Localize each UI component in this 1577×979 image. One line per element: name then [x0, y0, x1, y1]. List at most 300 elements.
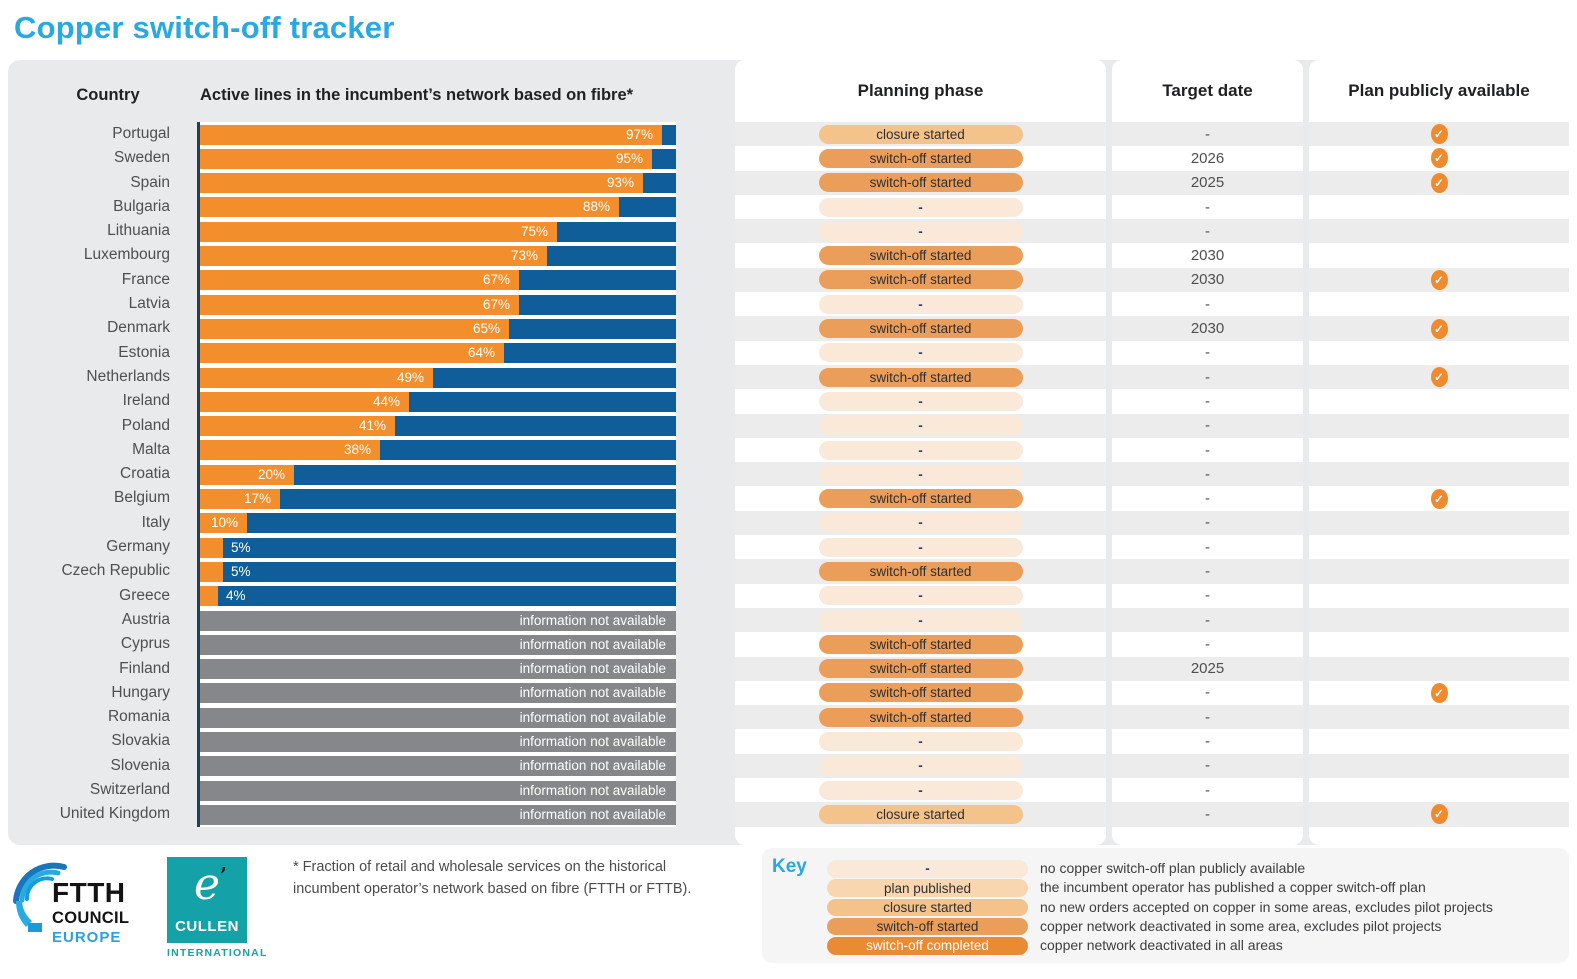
- check-circle-icon: ✓: [1431, 319, 1448, 339]
- target-date-cell: [1112, 389, 1303, 413]
- planning-phase-cell: [735, 341, 1106, 365]
- phase-pill: -: [819, 513, 1023, 532]
- planning-phase-cell: [735, 414, 1106, 438]
- phase-pill: -: [819, 586, 1023, 605]
- fibre-bar-row: [199, 246, 676, 266]
- planning-phase-cell: [735, 705, 1106, 729]
- fibre-bar-row: [199, 586, 676, 606]
- planning-phase-cell: [735, 219, 1106, 243]
- bar-copper-segment: [662, 125, 676, 145]
- phase-pill: switch-off started: [819, 489, 1023, 508]
- country-label: Sweden: [113, 149, 170, 167]
- country-label: Hungary: [111, 683, 170, 701]
- planning-phase-cell: [735, 754, 1106, 778]
- key-description: the incumbent operator has published a copper switch-off plan: [1040, 879, 1426, 896]
- bar-no-data: information not available: [199, 659, 676, 679]
- planning-phase-cell: [735, 535, 1106, 559]
- bar-no-data: information not available: [199, 756, 676, 776]
- target-date-value: -: [1205, 538, 1210, 556]
- country-label: Slovenia: [110, 756, 170, 774]
- target-date-cell: [1112, 584, 1303, 608]
- plan-available-cell: [1309, 608, 1569, 632]
- bar-copper-segment: [395, 416, 676, 436]
- country-label: Spain: [130, 173, 170, 191]
- fibre-bar-row: [199, 125, 676, 145]
- target-date-cell: [1112, 608, 1303, 632]
- target-date-cell: [1112, 778, 1303, 802]
- bar-value-label: 75%: [520, 223, 548, 239]
- fibre-bar-chart: [199, 122, 676, 827]
- target-date-value: -: [1205, 587, 1210, 605]
- plan-available-cell: [1309, 729, 1569, 753]
- plan-available-cell: [1309, 146, 1569, 170]
- plan-available-cell: [1309, 341, 1569, 365]
- planning-phase-cell: [735, 195, 1106, 219]
- country-label: Greece: [119, 586, 170, 604]
- country-label: Switzerland: [89, 781, 170, 799]
- plan-available-cell: [1309, 802, 1569, 826]
- target-date-value: -: [1205, 611, 1210, 629]
- key-item: [827, 879, 1028, 897]
- phase-pill: -: [819, 392, 1023, 411]
- plan-available-rows: [1309, 122, 1569, 827]
- key-pill: plan published: [827, 879, 1028, 897]
- footnote: * Fraction of retail and wholesale services on the historical incumbent operator’s network based on fibre (FTTH or FTTB).: [293, 859, 692, 897]
- key-item: [827, 860, 1028, 878]
- bar-value-label: 93%: [606, 175, 634, 191]
- planning-phase-cell: [735, 608, 1106, 632]
- fibre-bar-row: [199, 295, 676, 315]
- target-date-cell: [1112, 414, 1303, 438]
- phase-pill: switch-off started: [819, 562, 1023, 581]
- fibre-bar-row: [199, 538, 676, 558]
- target-date-cell: [1112, 681, 1303, 705]
- planning-phase-cell: [735, 146, 1106, 170]
- country-label: Latvia: [128, 295, 170, 313]
- bar-copper-segment: [409, 392, 676, 412]
- target-date-cell: [1112, 243, 1303, 267]
- key-item: [827, 899, 1028, 917]
- target-date-value: -: [1205, 684, 1210, 702]
- plan-available-cell: [1309, 559, 1569, 583]
- phase-pill: -: [819, 465, 1023, 484]
- plan-available-cell: [1309, 657, 1569, 681]
- bar-fibre-segment: [199, 586, 218, 606]
- planning-phase-cell: [735, 268, 1106, 292]
- check-circle-icon: ✓: [1431, 489, 1448, 509]
- bar-copper-segment: [619, 197, 676, 217]
- bar-value-label: 88%: [582, 199, 610, 215]
- planning-phase-cell: [735, 243, 1106, 267]
- planning-phase-cell: [735, 681, 1106, 705]
- planning-phase-cell: [735, 802, 1106, 826]
- country-label: Croatia: [120, 465, 170, 483]
- country-label: Malta: [132, 440, 170, 458]
- bar-fibre-segment: [199, 538, 223, 558]
- fibre-bar-row: [199, 756, 676, 776]
- key-item: [827, 937, 1028, 955]
- target-date-value: -: [1205, 465, 1210, 483]
- bar-no-data: information not available: [199, 708, 676, 728]
- target-date-cell: [1112, 171, 1303, 195]
- bar-copper-segment: [433, 368, 676, 388]
- fibre-bar-row: [199, 513, 676, 533]
- fibre-bar-row: [199, 368, 676, 388]
- plan-available-cell: [1309, 438, 1569, 462]
- bar-copper-segment: [547, 246, 676, 266]
- target-date-value: -: [1205, 635, 1210, 653]
- target-date-cell: [1112, 195, 1303, 219]
- bar-value-label: 20%: [257, 466, 285, 482]
- bar-value-label: 65%: [472, 320, 500, 336]
- target-date-cell: [1112, 535, 1303, 559]
- phase-pill: switch-off started: [819, 635, 1023, 654]
- check-circle-icon: ✓: [1431, 367, 1448, 387]
- column-header-plan-available: Plan publicly available: [1348, 81, 1530, 100]
- target-date-cell: [1112, 365, 1303, 389]
- planning-phase-cell: [735, 365, 1106, 389]
- planning-phase-cell: [735, 171, 1106, 195]
- country-label-column: [8, 122, 186, 827]
- fibre-bar-row: [199, 683, 676, 703]
- plan-available-cell: [1309, 705, 1569, 729]
- column-header-fibre: Active lines in the incumbent’s network based on fibre*: [200, 86, 634, 104]
- country-label: Ireland: [122, 392, 170, 410]
- bar-value-label: 44%: [372, 393, 400, 409]
- target-date-value: -: [1205, 295, 1210, 313]
- target-date-value: -: [1205, 733, 1210, 751]
- plan-available-cell: [1309, 632, 1569, 656]
- target-date-value: 2025: [1190, 174, 1225, 192]
- bar-value-label: 97%: [625, 126, 653, 142]
- phase-pill: switch-off started: [819, 368, 1023, 387]
- fibre-bar-row: [199, 659, 676, 679]
- target-date-value: -: [1205, 417, 1210, 435]
- bar-copper-segment: [519, 270, 676, 290]
- plan-available-card: [1309, 60, 1569, 845]
- key-label: Key: [772, 856, 807, 877]
- check-circle-icon: ✓: [1431, 148, 1448, 168]
- ftth-logo-text: FTTH COUNCIL EUROPE: [52, 877, 130, 946]
- target-date-cell: [1112, 462, 1303, 486]
- bar-no-data: information not available: [199, 732, 676, 752]
- bar-copper-segment: [652, 149, 676, 169]
- planning-phase-cell: [735, 778, 1106, 802]
- target-date-value: -: [1205, 441, 1210, 459]
- key-pill: switch-off completed: [827, 937, 1028, 955]
- page-title: Copper switch-off tracker: [14, 10, 395, 45]
- key-description: copper network deactivated in all areas: [1040, 937, 1283, 954]
- bar-copper-segment: [247, 513, 676, 533]
- country-label: Austria: [121, 610, 170, 628]
- planning-phase-cell: [735, 729, 1106, 753]
- cullen-logo-box: e ’ CULLEN: [167, 857, 247, 943]
- plan-available-cell: [1309, 414, 1569, 438]
- fibre-bar-row: [199, 222, 676, 242]
- planning-phase-card: [735, 60, 1106, 845]
- country-label: Belgium: [114, 489, 170, 507]
- phase-pill: -: [819, 441, 1023, 460]
- target-date-value: 2025: [1190, 660, 1225, 678]
- country-label: Denmark: [107, 319, 170, 337]
- target-date-value: -: [1205, 708, 1210, 726]
- planning-phase-rows: [735, 122, 1106, 827]
- bar-copper-segment: [223, 562, 676, 582]
- key-description: no copper switch-off plan publicly available: [1040, 860, 1306, 876]
- plan-available-cell: [1309, 122, 1569, 146]
- target-date-cell: [1112, 341, 1303, 365]
- fibre-bar-row: [199, 197, 676, 217]
- phase-pill: -: [819, 611, 1023, 630]
- target-date-value: 2030: [1190, 247, 1225, 265]
- phase-pill: closure started: [819, 125, 1023, 144]
- phase-pill: -: [819, 732, 1023, 751]
- country-label: Slovakia: [111, 732, 170, 750]
- bar-copper-segment: [218, 586, 676, 606]
- target-date-value: -: [1205, 781, 1210, 799]
- target-date-cell: [1112, 754, 1303, 778]
- bar-copper-segment: [280, 489, 676, 509]
- bar-copper-segment: [223, 538, 676, 558]
- key-pill: closure started: [827, 899, 1028, 917]
- planning-phase-cell: [735, 462, 1106, 486]
- bar-copper-segment: [294, 465, 676, 485]
- target-date-value: -: [1205, 805, 1210, 823]
- target-date-value: -: [1205, 392, 1210, 410]
- target-date-cell: [1112, 632, 1303, 656]
- bar-no-data: information not available: [199, 683, 676, 703]
- bar-value-label: 10%: [210, 515, 238, 531]
- country-label: United Kingdom: [59, 805, 170, 823]
- target-date-value: -: [1205, 490, 1210, 508]
- phase-pill: -: [819, 538, 1023, 557]
- country-label: Lithuania: [107, 222, 170, 240]
- plan-available-cell: [1309, 316, 1569, 340]
- plan-available-cell: [1309, 171, 1569, 195]
- ftth-council-europe-logo: [10, 857, 150, 967]
- bar-value-label: 64%: [467, 345, 495, 361]
- bar-copper-segment: [519, 295, 676, 315]
- check-circle-icon: ✓: [1431, 804, 1448, 824]
- plan-available-cell: [1309, 511, 1569, 535]
- phase-pill: switch-off started: [819, 246, 1023, 265]
- bar-copper-segment: [380, 440, 676, 460]
- target-date-cell: [1112, 268, 1303, 292]
- phase-pill: -: [819, 295, 1023, 314]
- fibre-bar-row: [199, 781, 676, 801]
- fibre-bar-row: [199, 611, 676, 631]
- plan-available-cell: [1309, 535, 1569, 559]
- target-date-cell: [1112, 802, 1303, 826]
- country-label: Cyprus: [120, 635, 170, 653]
- target-date-value: -: [1205, 757, 1210, 775]
- plan-available-cell: [1309, 778, 1569, 802]
- plan-available-cell: [1309, 462, 1569, 486]
- key-pill: -: [827, 860, 1028, 878]
- column-header-country: Country: [76, 86, 140, 104]
- target-date-value: -: [1205, 344, 1210, 362]
- country-label: France: [121, 270, 170, 288]
- fibre-bar-row: [199, 319, 676, 339]
- column-header-target-date: Target date: [1162, 81, 1253, 100]
- target-date-cell: [1112, 219, 1303, 243]
- planning-phase-cell: [735, 632, 1106, 656]
- phase-pill: switch-off started: [819, 173, 1023, 192]
- fibre-bar-row: [199, 489, 676, 509]
- fibre-bar-row: [199, 173, 676, 193]
- country-label: Luxembourg: [83, 246, 170, 264]
- bar-copper-segment: [557, 222, 676, 242]
- plan-available-cell: [1309, 754, 1569, 778]
- fibre-bar-row: [199, 343, 676, 363]
- bar-no-data: information not available: [199, 781, 676, 801]
- fibre-bar-row: [199, 392, 676, 412]
- fibre-bar-row: [199, 708, 676, 728]
- target-date-cell: [1112, 438, 1303, 462]
- phase-pill: -: [819, 222, 1023, 241]
- fibre-bar-row: [199, 635, 676, 655]
- planning-phase-cell: [735, 511, 1106, 535]
- plan-available-cell: [1309, 268, 1569, 292]
- bar-value-label: 17%: [243, 491, 271, 506]
- target-date-value: -: [1205, 562, 1210, 580]
- target-date-cell: [1112, 657, 1303, 681]
- key-pill: switch-off started: [827, 918, 1028, 936]
- column-header-planning-phase: Planning phase: [857, 81, 984, 100]
- phase-pill: switch-off started: [819, 659, 1023, 678]
- phase-pill: switch-off started: [819, 149, 1023, 168]
- check-circle-icon: ✓: [1431, 173, 1448, 193]
- plan-available-cell: [1309, 681, 1569, 705]
- country-label: Finland: [119, 659, 170, 677]
- bar-value-label: 5%: [231, 539, 251, 555]
- plan-available-cell: [1309, 389, 1569, 413]
- phase-pill: switch-off started: [819, 683, 1023, 702]
- fibre-bar-row: [199, 465, 676, 485]
- target-date-rows: [1112, 122, 1303, 827]
- target-date-cell: [1112, 316, 1303, 340]
- bar-value-label: 38%: [343, 442, 371, 458]
- target-date-cell: [1112, 729, 1303, 753]
- planning-phase-cell: [735, 122, 1106, 146]
- fibre-bar-row: [199, 805, 676, 825]
- target-date-value: 2026: [1190, 149, 1225, 167]
- country-label: Bulgaria: [113, 197, 170, 215]
- bar-value-label: 49%: [396, 369, 424, 385]
- target-date-card: [1112, 60, 1303, 845]
- target-date-value: -: [1205, 125, 1210, 143]
- fibre-bar-row: [199, 416, 676, 436]
- bar-copper-segment: [643, 173, 676, 193]
- cullen-tick-glyph: ’: [219, 863, 228, 893]
- plan-available-cell: [1309, 292, 1569, 316]
- phase-pill: -: [819, 343, 1023, 362]
- check-circle-icon: ✓: [1431, 683, 1448, 703]
- planning-phase-cell: [735, 389, 1106, 413]
- plan-available-cell: [1309, 195, 1569, 219]
- plan-available-cell: [1309, 584, 1569, 608]
- planning-phase-cell: [735, 316, 1106, 340]
- target-date-value: -: [1205, 514, 1210, 532]
- target-date-value: 2030: [1190, 271, 1225, 289]
- fibre-bar-row: [199, 732, 676, 752]
- planning-phase-cell: [735, 657, 1106, 681]
- planning-phase-cell: [735, 486, 1106, 510]
- fibre-bar-row: [199, 149, 676, 169]
- key-description: copper network deactivated in some area, excludes pilot projects: [1040, 917, 1442, 934]
- bar-no-data: information not available: [199, 805, 676, 825]
- fibre-bar-row: [199, 440, 676, 460]
- plan-available-cell: [1309, 243, 1569, 267]
- bar-value-label: 73%: [510, 248, 538, 263]
- country-label: Poland: [121, 416, 170, 434]
- target-date-value: 2030: [1190, 320, 1225, 338]
- check-circle-icon: ✓: [1431, 270, 1448, 290]
- planning-phase-cell: [735, 559, 1106, 583]
- phase-pill: switch-off started: [819, 319, 1023, 338]
- plan-available-cell: [1309, 365, 1569, 389]
- bar-value-label: 67%: [482, 272, 510, 288]
- phase-pill: closure started: [819, 805, 1023, 824]
- phase-pill: -: [819, 416, 1023, 435]
- target-date-cell: [1112, 292, 1303, 316]
- country-label: Czech Republic: [61, 562, 170, 580]
- country-label: Germany: [106, 538, 170, 556]
- bar-value-label: 95%: [615, 150, 643, 166]
- key-description: no new orders accepted on copper in some areas, excludes pilot projects: [1040, 898, 1493, 915]
- bar-value-label: 67%: [482, 296, 510, 312]
- target-date-cell: [1112, 511, 1303, 535]
- cullen-international-logo: e ’ CULLEN INTERNATIONAL: [167, 859, 268, 959]
- planning-phase-cell: [735, 438, 1106, 462]
- phase-pill: -: [819, 756, 1023, 775]
- chart-axis-line: [197, 122, 200, 827]
- target-date-cell: [1112, 122, 1303, 146]
- bar-value-label: 4%: [226, 588, 246, 604]
- country-label: Netherlands: [86, 367, 170, 385]
- bar-fibre-segment: [199, 562, 223, 582]
- planning-phase-cell: [735, 292, 1106, 316]
- bar-no-data: information not available: [199, 635, 676, 655]
- plan-available-cell: [1309, 219, 1569, 243]
- footer: [0, 845, 1577, 979]
- tracker-board: [8, 60, 1569, 845]
- target-date-cell: [1112, 705, 1303, 729]
- bar-copper-segment: [509, 319, 676, 339]
- target-date-value: -: [1205, 368, 1210, 386]
- bar-value-label: 5%: [231, 563, 251, 579]
- country-label: Estonia: [118, 343, 170, 361]
- key-item: [827, 918, 1028, 936]
- target-date-cell: [1112, 486, 1303, 510]
- phase-pill: -: [819, 198, 1023, 217]
- legend-key-panel: [762, 848, 1569, 963]
- phase-pill: switch-off started: [819, 270, 1023, 289]
- target-date-value: -: [1205, 198, 1210, 216]
- country-label: Portugal: [112, 125, 170, 142]
- planning-phase-cell: [735, 584, 1106, 608]
- target-date-value: -: [1205, 222, 1210, 240]
- bar-no-data: information not available: [199, 611, 676, 631]
- check-circle-icon: ✓: [1431, 124, 1448, 144]
- target-date-cell: [1112, 146, 1303, 170]
- fibre-bar-row: [199, 562, 676, 582]
- phase-pill: switch-off started: [819, 708, 1023, 727]
- fibre-bar-row: [199, 270, 676, 290]
- cullen-e-glyph: e: [193, 859, 221, 910]
- country-label: Italy: [141, 513, 170, 531]
- target-date-cell: [1112, 559, 1303, 583]
